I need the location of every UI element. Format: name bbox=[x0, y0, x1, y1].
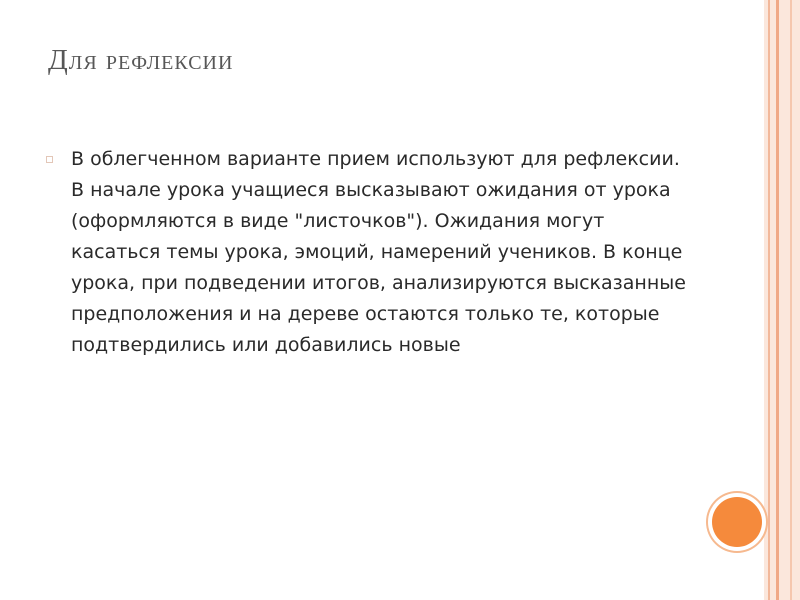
bullet-text: В облегченном варианте прием используют для рефлексии. В начале урока учащиеся высказывают ожидания от урока (оформляются в виде "листочков"). Ожидания могут касаться темы урока, эмоций, намерений учеников. В конце урока, при подведении итогов, анализируются высказанные предположения и на дереве остаются только те, которые подтвердились или добавились новые bbox=[71, 148, 686, 356]
bullet-square-icon bbox=[46, 156, 53, 163]
bullet-list bbox=[46, 144, 686, 361]
bullet-item bbox=[46, 144, 686, 361]
decorative-stripe-line bbox=[776, 0, 779, 600]
decorative-stripe-line bbox=[768, 0, 770, 600]
decorative-circle-icon bbox=[712, 497, 762, 547]
decorative-stripe-line bbox=[790, 0, 792, 600]
slide-title: Для рефлексии bbox=[48, 44, 234, 76]
